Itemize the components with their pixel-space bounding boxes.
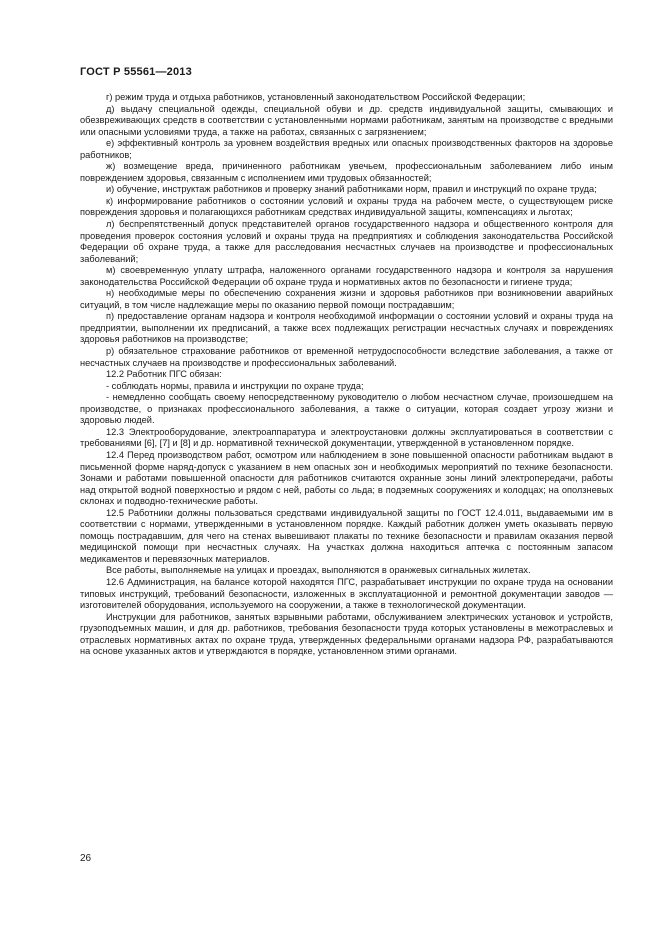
paragraph-item-k: к) информирование работников о состоянии условий и охраны труда на рабочем месте, о существующем риске повреждения здоровья и полагающихся работникам средствах индивидуальной защиты, компенсациях и льготах; [80,195,613,218]
paragraph-12-2-bullet-1: - соблюдать нормы, правила и инструкции по охране труда; [106,380,364,391]
paragraph-12-2-heading: 12.2 Работник ПГС обязан: [106,369,222,380]
paragraph-item-i: и) обучение, инструктаж работников и проверку знаний работниками норм, правил и инструкций по охране труда; [106,184,597,195]
paragraph-item-zh: ж) возмещение вреда, причиненного работникам увечьем, профессиональным заболеванием либо иным повреждением здоровья, связанным с исполнением ими трудовых обязанностей; [80,161,613,183]
document-standard-header: ГОСТ Р 55561—2013 [80,66,192,78]
paragraph-12-3: 12.3 Электрооборудование, электроаппаратура и электроустановки должны эксплуатироваться в соответствии с требованиями [6], [7] и [8] и др. нормативной технической документации, утвержденной в установленном порядке. [80,426,613,449]
paragraph-12-5: 12.5 Работники должны пользоваться средствами индивидуальной защиты по ГОСТ 12.4.011, выдаваемыми им в соответствии с нормами, утвержденными в установленном порядке. Каждый работник должен уметь оказывать первую помощь пострадавшим, для чего на стенах вывешивают плакаты по технике безопасности и правилам оказания первой медицинской помощи при несчастных случаях. На участках должна находиться аптечка с постоянным запасом медикаментов и перевязочных материалов. [80,507,613,564]
document-body [80,92,613,658]
paragraph-item-r: р) обязательное страхование работников от временной нетрудоспособности вследствие заболевания, а также от несчастных случаев на производстве и профессиональных заболеваний. [80,346,613,368]
paragraph-12-6: 12.6 Администрация, на балансе которой находятся ПГС, разрабатывает инструкции по охране труда на основании типовых инструкций, требований безопасности, изложенных в эксплуатационной и ремонтной документации заводов — изготовителей оборудования, используемого на сооружении, а также в технологической документации. [80,576,613,611]
paragraph-item-g: г) режим труда и отдыха работников, установленный законодательством Российской Федерации; [106,92,526,102]
page-number: 26 [80,853,92,864]
paragraph-item-n: н) необходимые меры по обеспечению сохранения жизни и здоровья работников при возникновении аварийных ситуаций, в том числе надлежащие меры по оказанию первой помощи пострадавшим; [80,288,613,310]
paragraph-item-l: л) беспрепятственный допуск представителей органов государственного надзора и общественного контроля для проведения проверок состояния условий и охраны труда на предприятиях и соблюдения законодательства Российской Федерации об охране труда, а также для расследования несчастных случаев на производстве и профессиональных заболеваний; [80,219,613,264]
paragraph-12-2-bullet-2: - немедленно сообщать своему непосредственному руководителю о любом несчастном случае, произошедшем на производстве, о признаках профессионального заболевания, а также о ситуации, которая создает угрозу жизни и здоровью людей. [80,392,613,426]
paragraph-12-5-vests: Все работы, выполняемые на улицах и проездах, выполняются в оранжевых сигнальных жилетах. [106,565,531,576]
paragraph-item-e: е) эффективный контроль за уровнем воздействия вредных или опасных производственных факторов на здоровье работников; [80,138,613,160]
paragraph-item-m: м) своевременную уплату штрафа, наложенного органами государственного надзора и контроля за нарушения законодательства Российской Федерации об охране труда и нормативных актов по безопасности и гигиене труда; [80,265,613,287]
paragraph-12-6-instructions: Инструкции для работников, занятых взрывными работами, обслуживанием электрических установок и устройств, грузоподъемных машин, и для др. работников, требования безопасности труда которых установлены в межотраслевых и отраслевых нормативных актах по охране труда, утвержденных федеральными органами надзора РФ, разрабатываются на основе указанных актов и утверждаются в порядке, установленном этими органами. [80,611,613,657]
paragraph-item-p: п) предоставление органам надзора и контроля необходимой информации о состоянии условий и охраны труда на предприятии, выполнении их предписаний, а также всех подлежащих регистрации несчастных случаях и повреждениях здоровья работников на производстве; [80,311,613,345]
paragraph-item-d: д) выдачу специальной одежды, специальной обуви и др. средств индивидуальной защиты, смывающих и обезвреживающих средств в соответствии с установленными нормами работникам, занятым на производстве с вредными или опасными условиями труда, а также на работах, связанных с загрязнением; [80,103,613,137]
paragraph-12-4: 12.4 Перед производством работ, осмотром или наблюдением в зоне повышенной опасности работникам выдают в письменной форме наряд-допуск с указанием в нем опасных зон и необходимых мероприятий по технике безопасности. Зонами и работами повышенной опасности для работников считаются охранные зоны линий электропередачи, работы над открытой водной поверхностью и рядом с ней, работы со льда; в подземных сооружениях и колодцах; на оползневых склонах и подводно-технические работы. [80,449,613,507]
